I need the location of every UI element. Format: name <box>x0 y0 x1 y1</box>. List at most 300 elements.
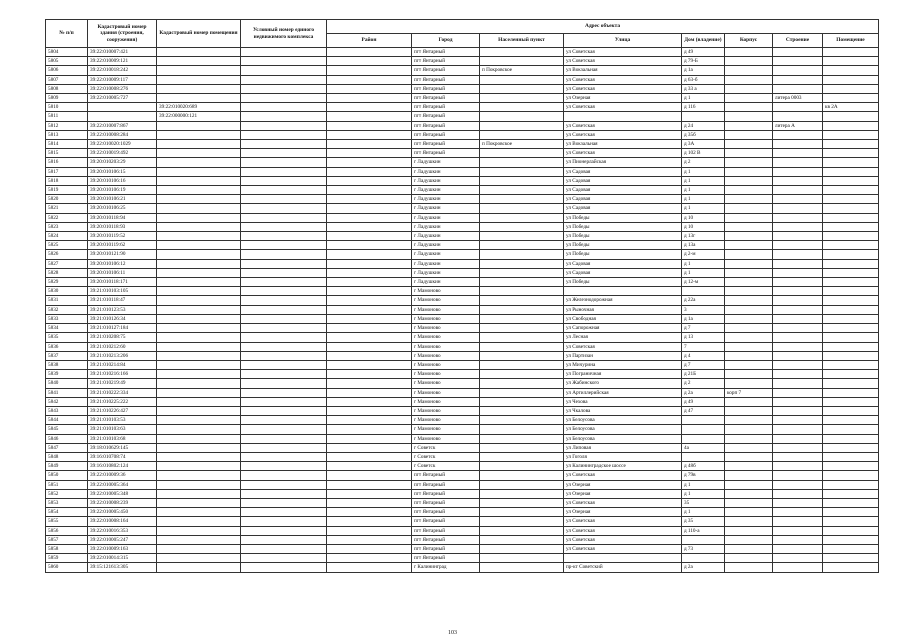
cell-city: г Ладушкин <box>412 241 480 250</box>
cell-cad-room <box>157 140 241 149</box>
cell-num: 5859 <box>46 554 88 563</box>
cell-cad-room <box>157 425 241 434</box>
cell-building <box>773 535 823 544</box>
cell-num: 5836 <box>46 342 88 351</box>
table-row <box>46 112 879 121</box>
cell-street: ул Жабинского <box>564 379 682 388</box>
cell-building <box>773 379 823 388</box>
cell-cad-building: 39:21:010103:105 <box>88 287 157 296</box>
cell-street: ул Советская <box>564 535 682 544</box>
cell-num: 5857 <box>46 535 88 544</box>
table-row <box>46 498 879 507</box>
cell-cad-room <box>157 222 241 231</box>
cell-settlement <box>480 305 564 314</box>
cell-room <box>823 130 879 139</box>
cell-cad-building <box>88 112 157 121</box>
cell-building <box>773 526 823 535</box>
cell-street: ул Садовая <box>564 259 682 268</box>
cell-district <box>327 57 412 66</box>
cell-district <box>327 305 412 314</box>
cell-cond-complex <box>241 443 327 452</box>
header-street: Улица <box>564 34 682 48</box>
cell-cond-complex <box>241 452 327 461</box>
cell-building <box>773 452 823 461</box>
cell-building <box>773 222 823 231</box>
page-number: 103 <box>448 630 457 636</box>
cell-cad-building: 39:21:010216:166 <box>88 370 157 379</box>
cell-settlement <box>480 370 564 379</box>
cell-room <box>823 149 879 158</box>
cell-building: литера 0003 <box>773 94 823 103</box>
cell-cad-room <box>157 75 241 84</box>
table-row <box>46 379 879 388</box>
cell-building <box>773 112 823 121</box>
cell-cond-complex <box>241 379 327 388</box>
cell-district <box>327 480 412 489</box>
cell-settlement <box>480 112 564 121</box>
cell-city: пгт Янтарный <box>412 84 480 93</box>
cell-house: 3 <box>682 305 725 314</box>
cell-settlement <box>480 296 564 305</box>
cell-cad-room <box>157 406 241 415</box>
cell-city: г Мамоново <box>412 324 480 333</box>
cell-house: д 13г <box>682 232 725 241</box>
cell-korpus <box>725 406 773 415</box>
cell-room <box>823 563 879 572</box>
cell-house: д 10 <box>682 213 725 222</box>
cell-settlement <box>480 425 564 434</box>
header-house: Дом (владение) <box>682 34 725 48</box>
cell-building <box>773 480 823 489</box>
cell-house: д 1 <box>682 94 725 103</box>
cell-room <box>823 186 879 195</box>
cell-cad-room: 39:22:010020:689 <box>157 103 241 112</box>
cell-num: 5820 <box>46 195 88 204</box>
cell-settlement <box>480 324 564 333</box>
cell-cad-room <box>157 57 241 66</box>
cell-korpus <box>725 434 773 443</box>
cell-cad-building: 39:20:010118:171 <box>88 278 157 287</box>
cell-house: д 79-Б <box>682 57 725 66</box>
cell-settlement <box>480 397 564 406</box>
cell-street: ул Свободная <box>564 314 682 323</box>
cell-district <box>327 498 412 507</box>
cell-city: пгт Янтарный <box>412 66 480 75</box>
cell-cond-complex <box>241 112 327 121</box>
cell-street: ул Озерная <box>564 94 682 103</box>
cell-num: 5805 <box>46 57 88 66</box>
cell-district <box>327 526 412 535</box>
cell-settlement <box>480 222 564 231</box>
cell-cad-room <box>157 360 241 369</box>
cell-korpus <box>725 121 773 130</box>
cell-building <box>773 554 823 563</box>
cell-korpus <box>725 232 773 241</box>
cell-street: ул Садовая <box>564 167 682 176</box>
cell-house: д 21Б <box>682 370 725 379</box>
table-row <box>46 563 879 572</box>
cell-cond-complex <box>241 278 327 287</box>
cell-city: г Ладушкин <box>412 176 480 185</box>
cell-cond-complex <box>241 57 327 66</box>
cell-settlement <box>480 434 564 443</box>
cell-cond-complex <box>241 508 327 517</box>
cell-cad-room <box>157 443 241 452</box>
cell-building <box>773 48 823 57</box>
cell-room <box>823 544 879 553</box>
table-row <box>46 167 879 176</box>
cell-cad-room <box>157 278 241 287</box>
cell-cad-building <box>88 103 157 112</box>
cell-district <box>327 195 412 204</box>
table-row <box>46 416 879 425</box>
cell-cad-building: 39:22:010014:315 <box>88 554 157 563</box>
cell-district <box>327 296 412 305</box>
cell-building <box>773 563 823 572</box>
cell-korpus <box>725 535 773 544</box>
cell-settlement <box>480 158 564 167</box>
cell-city: г Мамоново <box>412 342 480 351</box>
cell-city: г Ладушкин <box>412 204 480 213</box>
cell-street: ул Советская <box>564 342 682 351</box>
cell-house <box>682 287 725 296</box>
cell-street: ул Белоусова <box>564 434 682 443</box>
cell-num: 5860 <box>46 563 88 572</box>
cell-house: д 1 <box>682 186 725 195</box>
cell-street: ул Советская <box>564 517 682 526</box>
cell-korpus <box>725 241 773 250</box>
cell-cad-room <box>157 259 241 268</box>
cell-city: г Ладушкин <box>412 278 480 287</box>
cell-korpus <box>725 94 773 103</box>
cell-settlement <box>480 121 564 130</box>
cell-room <box>823 360 879 369</box>
cell-korpus <box>725 250 773 259</box>
cell-city: пгт Янтарный <box>412 508 480 517</box>
cell-house: д 110-а <box>682 526 725 535</box>
cell-korpus <box>725 167 773 176</box>
cell-city: пгт Янтарный <box>412 554 480 563</box>
table-row <box>46 213 879 222</box>
cell-house: д 22а <box>682 296 725 305</box>
cell-korpus <box>725 544 773 553</box>
cell-house: д 13а <box>682 241 725 250</box>
cell-cond-complex <box>241 351 327 360</box>
cell-building <box>773 406 823 415</box>
cell-district <box>327 452 412 461</box>
cell-settlement <box>480 149 564 158</box>
table-row <box>46 232 879 241</box>
cell-settlement <box>480 278 564 287</box>
cell-cad-room <box>157 195 241 204</box>
table-row <box>46 489 879 498</box>
table-row <box>46 186 879 195</box>
cell-cond-complex <box>241 480 327 489</box>
cell-room <box>823 112 879 121</box>
cell-street: ул Липовая <box>564 443 682 452</box>
cell-district <box>327 416 412 425</box>
cell-room <box>823 296 879 305</box>
cell-room <box>823 278 879 287</box>
cell-cond-complex <box>241 554 327 563</box>
cell-city: г Мамоново <box>412 314 480 323</box>
cell-settlement <box>480 204 564 213</box>
cell-cad-building: 39:21:010123:53 <box>88 305 157 314</box>
cell-korpus <box>725 517 773 526</box>
cell-district <box>327 425 412 434</box>
cell-korpus <box>725 333 773 342</box>
cell-district <box>327 241 412 250</box>
cell-city: пгт Янтарный <box>412 535 480 544</box>
cell-cond-complex <box>241 342 327 351</box>
cell-num: 5846 <box>46 434 88 443</box>
cell-korpus <box>725 213 773 222</box>
cell-city: г Ладушкин <box>412 222 480 231</box>
cell-house: д 47 <box>682 406 725 415</box>
cell-cond-complex <box>241 48 327 57</box>
cell-korpus <box>725 443 773 452</box>
cell-building <box>773 66 823 75</box>
cell-cond-complex <box>241 526 327 535</box>
cell-city: пгт Янтарный <box>412 489 480 498</box>
table-row <box>46 130 879 139</box>
cell-cond-complex <box>241 406 327 415</box>
cell-district <box>327 75 412 84</box>
cell-cad-room <box>157 48 241 57</box>
cell-city: г Ладушкин <box>412 213 480 222</box>
cell-building <box>773 268 823 277</box>
cell-building <box>773 149 823 158</box>
cell-cad-building: 39:21:010126:34 <box>88 314 157 323</box>
cell-cond-complex <box>241 563 327 572</box>
cell-room <box>823 48 879 57</box>
cell-cad-room <box>157 462 241 471</box>
cell-room <box>823 342 879 351</box>
cell-street: ул Советская <box>564 121 682 130</box>
cell-building <box>773 305 823 314</box>
cell-city: г Мамоново <box>412 434 480 443</box>
cell-building <box>773 342 823 351</box>
cell-cond-complex <box>241 268 327 277</box>
cell-korpus <box>725 489 773 498</box>
cell-num: 5858 <box>46 544 88 553</box>
table-row <box>46 287 879 296</box>
cell-cad-building: 39:22:010005:247 <box>88 535 157 544</box>
cell-settlement <box>480 508 564 517</box>
cell-settlement <box>480 489 564 498</box>
cell-street: ул Советская <box>564 84 682 93</box>
cell-house: д 48б <box>682 462 725 471</box>
cell-korpus <box>725 425 773 434</box>
cell-district <box>327 443 412 452</box>
cell-district <box>327 462 412 471</box>
cell-district <box>327 140 412 149</box>
cell-cond-complex <box>241 149 327 158</box>
cell-street: ул Садовая <box>564 268 682 277</box>
cell-building <box>773 176 823 185</box>
cell-city: пгт Янтарный <box>412 103 480 112</box>
cell-district <box>327 103 412 112</box>
cell-cad-room <box>157 94 241 103</box>
cell-city: г Ладушкин <box>412 186 480 195</box>
table-row <box>46 94 879 103</box>
cell-room <box>823 388 879 397</box>
cell-cad-room <box>157 241 241 250</box>
table-row <box>46 508 879 517</box>
cell-cad-room <box>157 66 241 75</box>
cell-korpus <box>725 259 773 268</box>
cell-settlement: п Покровское <box>480 140 564 149</box>
cell-num: 5821 <box>46 204 88 213</box>
cell-room <box>823 434 879 443</box>
cell-district <box>327 434 412 443</box>
cell-room <box>823 425 879 434</box>
cell-city: г Ладушкин <box>412 232 480 241</box>
cell-district <box>327 351 412 360</box>
table-row <box>46 351 879 360</box>
cell-num: 5839 <box>46 370 88 379</box>
cell-street: ул Рыночная <box>564 305 682 314</box>
cell-cond-complex <box>241 397 327 406</box>
cell-house: д 35б <box>682 130 725 139</box>
cell-district <box>327 48 412 57</box>
cell-cad-room <box>157 305 241 314</box>
cell-building <box>773 416 823 425</box>
cell-room <box>823 554 879 563</box>
cell-cond-complex <box>241 471 327 480</box>
cell-cad-room <box>157 250 241 259</box>
cell-building <box>773 278 823 287</box>
cell-cad-building: 39:22:010019:492 <box>88 149 157 158</box>
cell-street: ул Белоусова <box>564 416 682 425</box>
cell-house: д 3А <box>682 140 725 149</box>
cell-room <box>823 324 879 333</box>
cell-num: 5812 <box>46 121 88 130</box>
cell-house: д 7 <box>682 324 725 333</box>
cell-city: г Мамоново <box>412 305 480 314</box>
cell-street: ул Советская <box>564 526 682 535</box>
cell-house: д 1 <box>682 167 725 176</box>
cell-cad-building: 39:16:010802:124 <box>88 462 157 471</box>
cell-cad-building: 39:21:010103:68 <box>88 434 157 443</box>
cell-korpus <box>725 370 773 379</box>
cell-cad-building: 39:21:010222:334 <box>88 388 157 397</box>
cell-num: 5847 <box>46 443 88 452</box>
cell-building <box>773 425 823 434</box>
cell-house: д 12-м <box>682 278 725 287</box>
cell-district <box>327 222 412 231</box>
cell-district <box>327 360 412 369</box>
cell-street: ул Артиллерийская <box>564 388 682 397</box>
cell-district <box>327 158 412 167</box>
cell-district <box>327 544 412 553</box>
cell-district <box>327 130 412 139</box>
cell-cad-room <box>157 186 241 195</box>
cell-street: ул Советская <box>564 544 682 553</box>
cell-district <box>327 259 412 268</box>
cell-num: 5822 <box>46 213 88 222</box>
cell-settlement <box>480 480 564 489</box>
cell-house: д 49 <box>682 397 725 406</box>
cell-cond-complex <box>241 158 327 167</box>
cell-cad-building: 39:22:010020:1029 <box>88 140 157 149</box>
cell-cad-room <box>157 158 241 167</box>
cell-city: пгт Янтарный <box>412 544 480 553</box>
cell-street: ул Советская <box>564 130 682 139</box>
cell-city: г Мамоново <box>412 333 480 342</box>
cell-city: г Мамоново <box>412 296 480 305</box>
table-row <box>46 517 879 526</box>
cell-street: ул Садовая <box>564 176 682 185</box>
cell-district <box>327 508 412 517</box>
cell-cad-building: 39:21:010103:63 <box>88 425 157 434</box>
cell-building <box>773 333 823 342</box>
cell-building <box>773 130 823 139</box>
cell-cad-building: 39:22:010008:239 <box>88 498 157 507</box>
cell-house: д 1 <box>682 268 725 277</box>
cell-korpus <box>725 66 773 75</box>
cell-room <box>823 406 879 415</box>
cell-settlement <box>480 360 564 369</box>
table-row <box>46 66 879 75</box>
table-row <box>46 333 879 342</box>
cell-cad-room <box>157 167 241 176</box>
cell-room <box>823 351 879 360</box>
cell-cond-complex <box>241 544 327 553</box>
table-row <box>46 452 879 461</box>
cell-district <box>327 397 412 406</box>
cell-cad-room <box>157 554 241 563</box>
cell-num: 5814 <box>46 140 88 149</box>
cell-cad-building: 39:22:010009:117 <box>88 75 157 84</box>
cell-cad-room <box>157 130 241 139</box>
cell-korpus <box>725 480 773 489</box>
table-row <box>46 48 879 57</box>
cell-street: ул Советская <box>564 57 682 66</box>
cell-house: д 2-м <box>682 250 725 259</box>
cell-korpus <box>725 176 773 185</box>
cell-cad-room <box>157 489 241 498</box>
cell-num: 5849 <box>46 462 88 471</box>
cell-district <box>327 94 412 103</box>
cell-district <box>327 324 412 333</box>
cell-num: 5842 <box>46 397 88 406</box>
header-room: Помещение <box>823 34 879 48</box>
cell-room <box>823 84 879 93</box>
cell-cad-room <box>157 149 241 158</box>
cell-building <box>773 232 823 241</box>
cell-city: г Ладушкин <box>412 158 480 167</box>
cell-num: 5852 <box>46 489 88 498</box>
table-row <box>46 434 879 443</box>
cell-district <box>327 333 412 342</box>
cell-settlement <box>480 314 564 323</box>
cell-building <box>773 75 823 84</box>
cell-house: 7 <box>682 342 725 351</box>
header-city: Город <box>412 34 480 48</box>
cell-cond-complex <box>241 222 327 231</box>
cell-building <box>773 397 823 406</box>
cell-street: ул Партизан <box>564 351 682 360</box>
cell-cad-building: 39:16:010708:74 <box>88 452 157 461</box>
cell-district <box>327 149 412 158</box>
table-row <box>46 526 879 535</box>
cell-num: 5837 <box>46 351 88 360</box>
cell-cad-building: 39:20:010118:93 <box>88 222 157 231</box>
cell-cond-complex <box>241 296 327 305</box>
cell-cad-building: 39:20:010106:16 <box>88 176 157 185</box>
cell-num: 5854 <box>46 508 88 517</box>
